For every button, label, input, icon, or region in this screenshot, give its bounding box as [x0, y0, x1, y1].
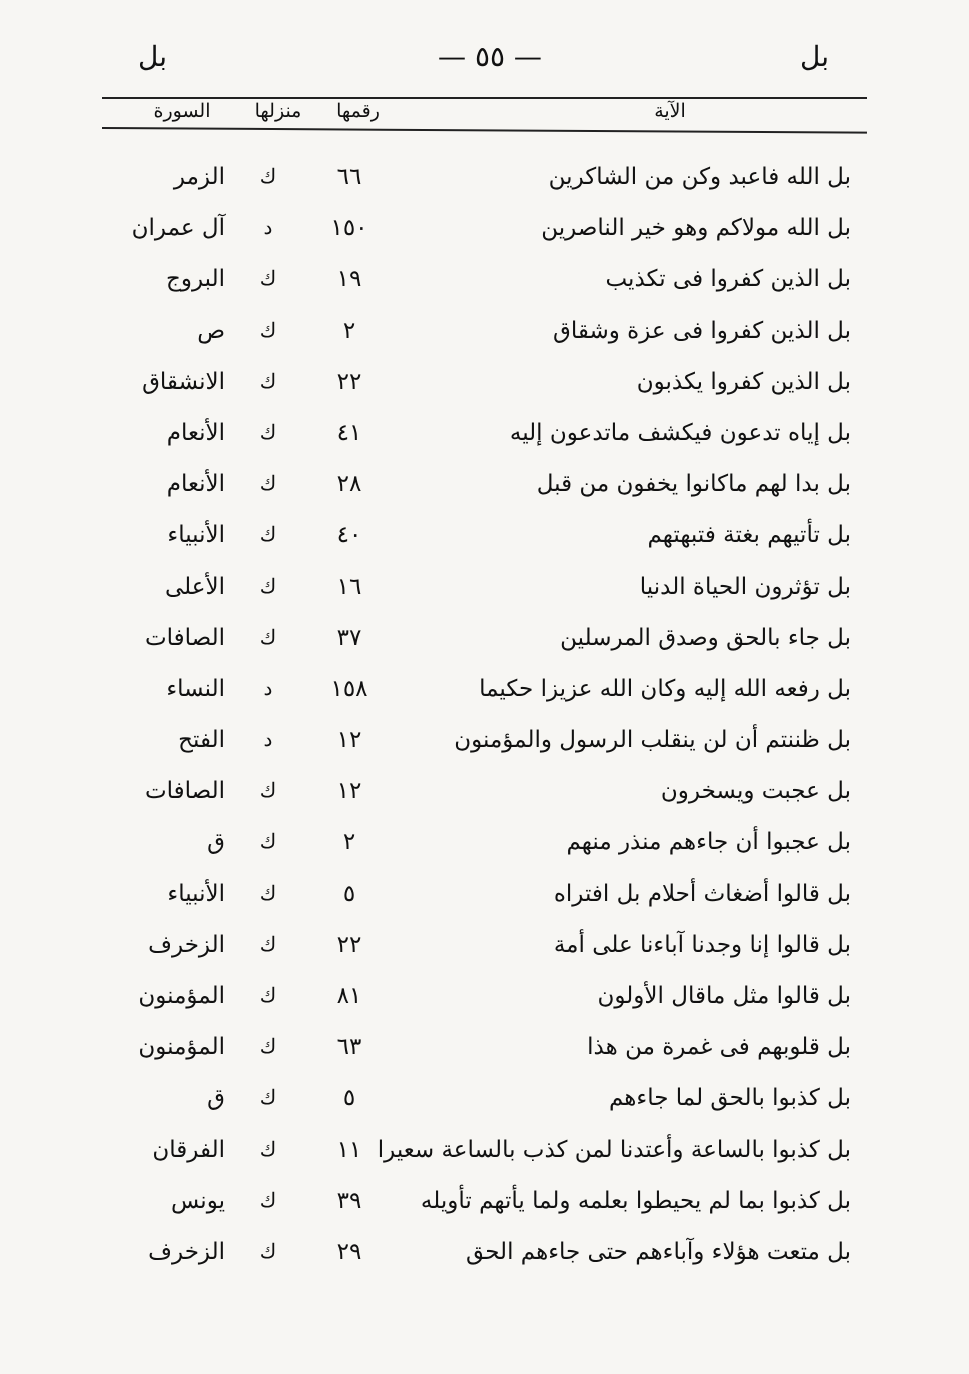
- table-row: [0, 156, 969, 207]
- column-header-rule: [102, 127, 867, 133]
- running-head-right: بل: [800, 40, 829, 73]
- ayah-text: بل الذين كفروا فى عزة وشقاق: [552, 317, 851, 344]
- revelation-place: ك: [259, 317, 277, 342]
- ayah-text: بل كذبوا بالساعة وأعتدنا لمن كذب بالساعة سعيرا: [377, 1136, 851, 1163]
- revelation-place: ك: [259, 1187, 277, 1212]
- surah-name: الصافات: [144, 778, 225, 805]
- ayah-number: ٣٧: [336, 624, 362, 651]
- table-row: [0, 821, 969, 872]
- ayah-text: بل رفعه الله إليه وكان الله عزيزا حكيما: [479, 675, 851, 702]
- ayah-text: بل قالوا مثل ماقال الأولون: [597, 983, 851, 1009]
- ayah-text: بل الذين كفروا يكذبون: [636, 368, 851, 395]
- surah-name: ص: [197, 317, 225, 344]
- revelation-place: ك: [259, 164, 277, 188]
- ayah-text: بل جاء بالحق وصدق المرسلين: [560, 624, 851, 651]
- column-header-ayah: الآية: [654, 100, 686, 122]
- table-row: [0, 412, 969, 463]
- running-head-left: بل: [138, 40, 167, 73]
- ayah-number: ٤٠: [336, 522, 362, 549]
- revelation-place: ك: [259, 419, 277, 444]
- table-row: [0, 1180, 969, 1231]
- surah-name: الأنبياء: [167, 880, 225, 907]
- revelation-place: ك: [259, 880, 277, 905]
- revelation-place: ك: [259, 624, 277, 649]
- ayah-text: بل كذبوا بالحق لما جاءهم: [609, 1085, 851, 1112]
- page-number: — ٥٥ —: [438, 40, 542, 73]
- table-row: [0, 668, 969, 719]
- surah-name: الزمر: [173, 164, 225, 190]
- ayah-text: بل ظننتم أن لن ينقلب الرسول والمؤمنون: [454, 727, 851, 754]
- table-row: [0, 873, 969, 924]
- ayah-text: بل قالوا أضغاث أحلام بل افتراه: [553, 880, 851, 907]
- revelation-place: ك: [259, 829, 277, 854]
- ayah-number: ٢: [342, 317, 356, 344]
- ayah-number: ٥: [342, 880, 356, 907]
- surah-name: الأنعام: [166, 471, 225, 498]
- revelation-place: ك: [259, 1085, 277, 1110]
- revelation-place: ك: [259, 931, 277, 956]
- revelation-place: ك: [259, 778, 277, 803]
- ayah-number: ٤١: [336, 419, 362, 446]
- revelation-place: د: [263, 727, 273, 752]
- revelation-place: ك: [259, 522, 277, 547]
- ayah-text: بل تأتيهم بغتة فتبهتهم: [647, 522, 851, 549]
- table-row: [0, 514, 969, 565]
- revelation-place: ك: [259, 266, 277, 291]
- table-row: [0, 719, 969, 770]
- ayah-number: ٢٩: [336, 1238, 362, 1265]
- revelation-place: ك: [259, 573, 277, 598]
- column-header-place: منزلها: [254, 100, 302, 122]
- ayah-number: ٣٩: [336, 1187, 362, 1214]
- ayah-text: بل متعت هؤلاء وآباءهم حتى جاءهم الحق: [466, 1238, 851, 1265]
- ayah-number: ٦٦: [336, 164, 362, 190]
- table-row: [0, 310, 969, 361]
- ayah-text: بل تؤثرون الحياة الدنيا: [639, 573, 851, 600]
- table-row: [0, 1129, 969, 1180]
- surah-name: الانشقاق: [142, 368, 225, 395]
- surah-name: النساء: [166, 675, 225, 702]
- table-row: [0, 1231, 969, 1282]
- revelation-place: ك: [259, 471, 277, 496]
- ayah-text: بل عجبت ويسخرون: [660, 778, 851, 805]
- surah-name: ق: [207, 1085, 225, 1112]
- surah-name: الفتح: [178, 727, 225, 754]
- surah-name: الصافات: [144, 624, 225, 651]
- surah-name: الزخرف: [148, 1238, 225, 1265]
- revelation-place: ك: [259, 983, 277, 1007]
- ayah-text: بل بدا لهم ماكانوا يخفون من قبل: [536, 471, 851, 498]
- ayah-number: ١٦: [336, 573, 362, 600]
- surah-name: آل عمران: [131, 215, 225, 242]
- surah-name: ق: [207, 829, 225, 856]
- table-row: [0, 975, 969, 1026]
- table-row: [0, 1026, 969, 1077]
- revelation-place: ك: [259, 368, 277, 393]
- table-row: [0, 463, 969, 514]
- ayah-number: ٢٨: [336, 471, 362, 498]
- ayah-text: بل كذبوا بما لم يحيطوا بعلمه ولما يأتهم تأويله: [420, 1187, 851, 1214]
- surah-name: الأنعام: [166, 419, 225, 446]
- index-table: [0, 156, 969, 1282]
- table-row: [0, 566, 969, 617]
- table-row: [0, 617, 969, 668]
- ayah-text: بل قلوبهم فى غمرة من هذا: [587, 1034, 851, 1061]
- table-row: [0, 258, 969, 309]
- revelation-place: ك: [259, 1034, 277, 1059]
- ayah-number: ٦٣: [336, 1034, 362, 1061]
- header-rule: [102, 97, 867, 99]
- surah-name: البروج: [166, 266, 225, 293]
- ayah-number: ٥: [342, 1085, 356, 1112]
- column-header-surah: السورة: [153, 100, 211, 122]
- table-row: [0, 924, 969, 975]
- ayah-number: ٢٢: [336, 368, 362, 395]
- surah-name: يونس: [170, 1187, 225, 1214]
- ayah-text: بل عجبوا أن جاءهم منذر منهم: [566, 829, 851, 856]
- ayah-number: ١٥٠: [330, 215, 368, 242]
- ayah-number: ١٥٨: [330, 675, 368, 702]
- ayah-number: ١١: [336, 1136, 362, 1163]
- ayah-number: ٢: [342, 829, 356, 856]
- table-row: [0, 770, 969, 821]
- revelation-place: د: [263, 215, 273, 240]
- surah-name: الأنبياء: [167, 522, 225, 549]
- ayah-number: ١٢: [336, 727, 362, 754]
- ayah-text: بل إياه تدعون فيكشف ماتدعون إليه: [509, 419, 851, 446]
- ayah-number: ١٢: [336, 778, 362, 805]
- column-header-number: رقمها: [336, 100, 380, 122]
- surah-name: الأعلى: [164, 573, 225, 600]
- table-row: [0, 1077, 969, 1128]
- ayah-number: ٨١: [336, 983, 362, 1009]
- ayah-number: ٢٢: [336, 931, 362, 958]
- revelation-place: د: [263, 675, 273, 700]
- surah-name: المؤمنون: [138, 983, 225, 1009]
- table-row: [0, 361, 969, 412]
- table-row: [0, 207, 969, 258]
- ayah-number: ١٩: [336, 266, 362, 293]
- revelation-place: ك: [259, 1238, 277, 1263]
- ayah-text: بل الله مولاكم وهو خير الناصرين: [541, 215, 851, 242]
- ayah-text: بل الذين كفروا فى تكذيب: [605, 266, 851, 293]
- surah-name: الزخرف: [148, 931, 225, 958]
- surah-name: المؤمنون: [138, 1034, 225, 1061]
- ayah-text: بل الله فاعبد وكن من الشاكرين: [548, 164, 851, 190]
- ayah-text: بل قالوا إنا وجدنا آباءنا على أمة: [553, 931, 851, 958]
- revelation-place: ك: [259, 1136, 277, 1161]
- surah-name: الفرقان: [152, 1136, 225, 1163]
